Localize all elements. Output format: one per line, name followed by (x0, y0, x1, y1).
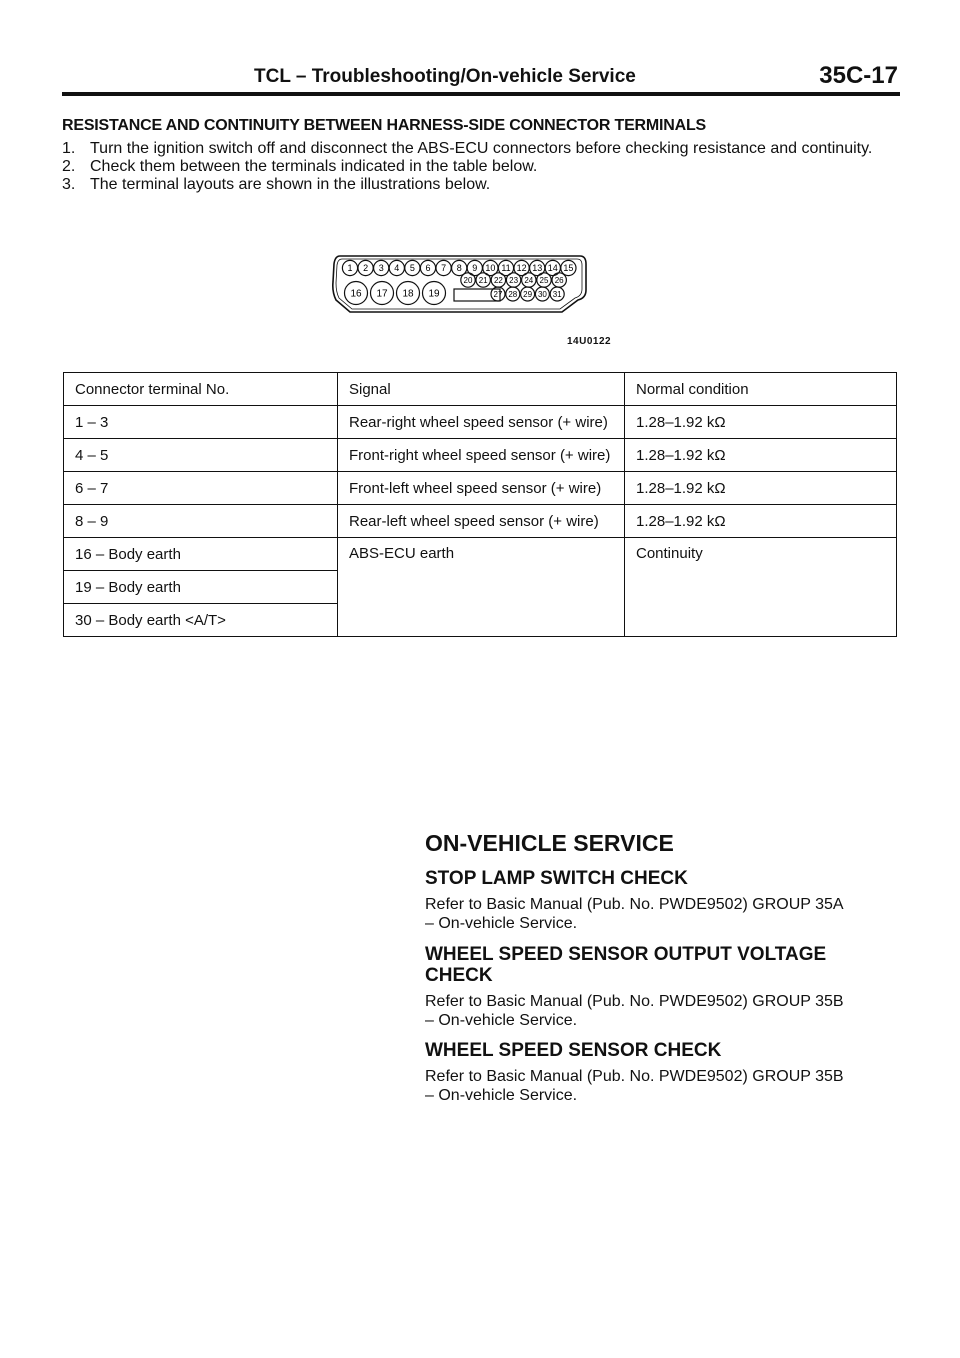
terminal-label: 4 (394, 263, 400, 274)
header-cell: Signal (338, 373, 625, 406)
header-cell: Connector terminal No. (64, 373, 338, 406)
service-section (425, 944, 905, 1030)
signal-cell: Rear-left wheel speed sensor (+ wire) (338, 505, 625, 538)
terminal-cell: 19 – Body earth (64, 571, 338, 604)
page-number: 35C-17 (819, 62, 898, 89)
terminal-row-2-left (345, 282, 446, 305)
terminal-label: 24 (524, 275, 534, 285)
terminal-label: 3 (378, 263, 384, 274)
step-number: 3. (62, 176, 76, 193)
step-1 (62, 140, 902, 158)
terminal-label: 7 (441, 263, 447, 274)
reference-line: – On-vehicle Service. (425, 1087, 578, 1104)
terminal-label: 30 (537, 289, 547, 299)
terminal-label: 20 (463, 275, 473, 285)
terminal-label: 14 (547, 263, 558, 274)
terminal-label: 22 (493, 275, 503, 285)
step-number: 1. (62, 140, 76, 157)
service-section (425, 868, 905, 933)
earth-condition: Continuity (636, 545, 703, 562)
service-reference (425, 992, 905, 1030)
terminal-label: 31 (552, 289, 562, 299)
terminal-cell: 8 – 9 (64, 505, 338, 538)
on-vehicle-service-title: ON-VEHICLE SERVICE (425, 830, 674, 856)
terminal-cell: 4 – 5 (64, 439, 338, 472)
terminal-cell: 16 – Body earth (64, 538, 338, 571)
terminal-label: 13 (532, 263, 543, 274)
terminal-label: 10 (485, 263, 496, 274)
table-row (64, 505, 897, 538)
terminal-label: 19 (428, 288, 440, 300)
terminal-cell: 6 – 7 (64, 472, 338, 505)
signal-cell (338, 538, 625, 637)
figure-id: 14U0122 (567, 336, 612, 347)
terminal-label: 25 (539, 275, 549, 285)
table-row (64, 439, 897, 472)
terminal-label: 15 (563, 263, 574, 274)
terminal-label: 27 (493, 289, 503, 299)
signal-cell: Front-left wheel speed sensor (+ wire) (338, 472, 625, 505)
service-heading: STOP LAMP SWITCH CHECK (425, 868, 688, 889)
connector-diagram (330, 242, 590, 322)
table-row (64, 472, 897, 505)
terminal-label: 9 (472, 263, 478, 274)
step-text: Turn the ignition switch off and disconnect the ABS-ECU connectors before checking resistance and continuity. (90, 140, 873, 157)
terminal-label: 12 (516, 263, 527, 274)
terminal-label: 5 (409, 263, 415, 274)
page-header (62, 62, 900, 96)
terminal-label: 17 (376, 288, 388, 300)
reference-line: – On-vehicle Service. (425, 915, 578, 932)
condition-cell: 1.28–1.92 kΩ (625, 406, 897, 439)
reference-line: – On-vehicle Service. (425, 1012, 578, 1029)
terminal-label: 28 (508, 289, 518, 299)
terminal-table (63, 372, 897, 637)
service-heading: WHEEL SPEED SENSOR CHECK (425, 1040, 722, 1061)
service-heading: WHEEL SPEED SENSOR OUTPUT VOLTAGE CHECK (425, 944, 827, 986)
terminal-label: 2 (363, 263, 369, 274)
terminal-label: 1 (347, 263, 353, 274)
terminal-label: 6 (425, 263, 431, 274)
terminal-label: 18 (402, 288, 414, 300)
terminal-label: 16 (350, 288, 362, 300)
condition-cell (625, 538, 897, 637)
page-title: TCL – Troubleshooting/On-vehicle Service (254, 66, 636, 87)
step-2 (62, 158, 902, 176)
terminal-label: 11 (501, 263, 511, 274)
step-text: Check them between the terminals indicated in the table below. (90, 158, 538, 175)
reference-line: Refer to Basic Manual (Pub. No. PWDE9502) GROUP 35B (425, 1068, 844, 1085)
signal-cell: Front-right wheel speed sensor (+ wire) (338, 439, 625, 472)
table-row (64, 538, 897, 571)
service-section (425, 1040, 905, 1105)
terminal-label: 23 (509, 275, 519, 285)
reference-line: Refer to Basic Manual (Pub. No. PWDE9502) GROUP 35B (425, 993, 844, 1010)
table-header-row (64, 373, 897, 406)
header-cell: Normal condition (625, 373, 897, 406)
step-3 (62, 176, 902, 194)
terminal-label: 26 (554, 275, 564, 285)
terminal-cell: 1 – 3 (64, 406, 338, 439)
terminal-row-3 (491, 287, 564, 301)
terminal-cell: 30 – Body earth <A/T> (64, 604, 338, 637)
terminal-label: 21 (478, 275, 488, 285)
procedure-steps (62, 140, 902, 194)
signal-cell: Rear-right wheel speed sensor (+ wire) (338, 406, 625, 439)
condition-cell: 1.28–1.92 kΩ (625, 472, 897, 505)
terminal-label: 8 (456, 263, 462, 274)
service-reference (425, 1067, 905, 1105)
terminal-label: 29 (523, 289, 533, 299)
service-reference (425, 895, 905, 933)
condition-cell: 1.28–1.92 kΩ (625, 439, 897, 472)
earth-signal: ABS-ECU earth (349, 545, 455, 562)
reference-line: Refer to Basic Manual (Pub. No. PWDE9502) GROUP 35A (425, 896, 844, 913)
condition-cell: 1.28–1.92 kΩ (625, 505, 897, 538)
step-text: The terminal layouts are shown in the illustrations below. (90, 176, 491, 193)
step-number: 2. (62, 158, 76, 175)
section-heading: RESISTANCE AND CONTINUITY BETWEEN HARNESS-SIDE CONNECTOR TERMINALS (62, 117, 707, 134)
table-row (64, 406, 897, 439)
